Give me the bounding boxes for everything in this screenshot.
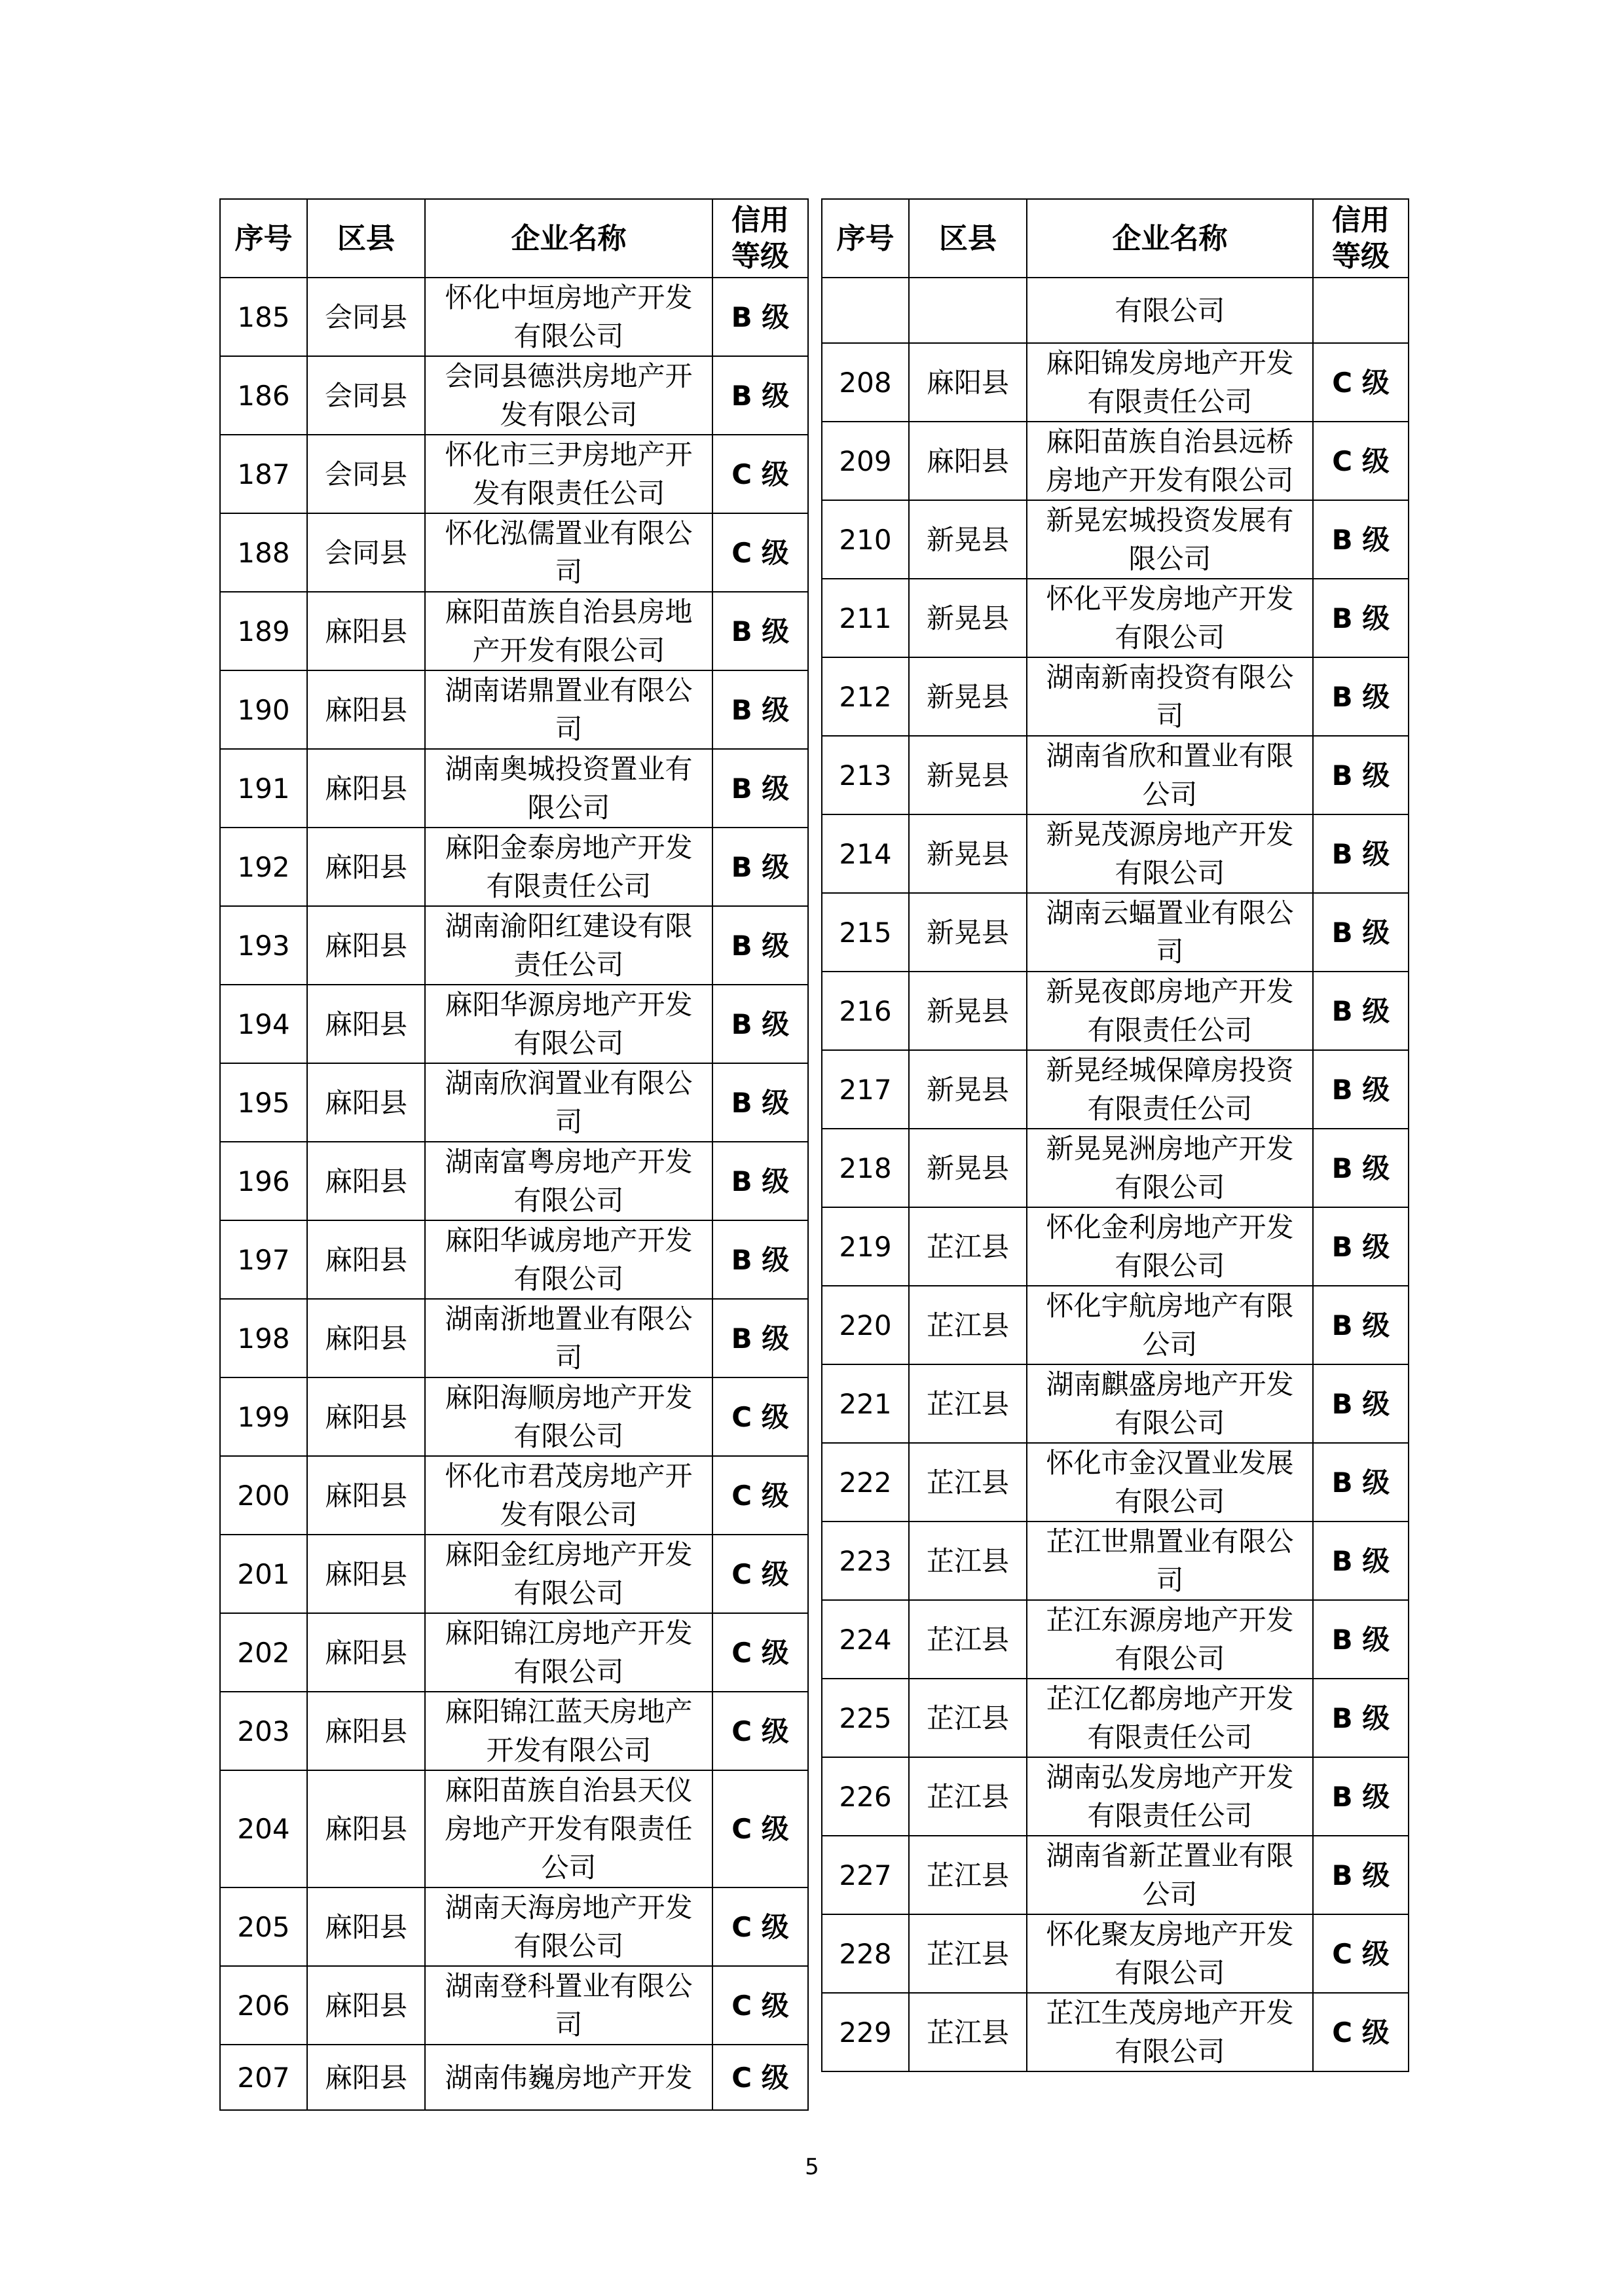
table-row [220, 356, 808, 435]
cell-district: 芷江县 [909, 1522, 1027, 1600]
header-grade: 信用等级 [712, 199, 808, 278]
cell-company: 会同县德洪房地产开发有限公司 [425, 356, 712, 435]
cell-company: 芷江世鼎置业有限公司 [1027, 1522, 1313, 1600]
cell-district: 芷江县 [909, 1286, 1027, 1364]
cell-grade: B 级 [712, 670, 808, 749]
cell-seq: 191 [220, 749, 307, 828]
cell-company: 麻阳锦发房地产开发有限责任公司 [1027, 343, 1313, 422]
cell-grade: B 级 [712, 592, 808, 670]
cell-district: 芷江县 [909, 1836, 1027, 1914]
cell-seq: 185 [220, 278, 307, 356]
table-row [220, 1966, 808, 2045]
header-district: 区县 [307, 199, 425, 278]
credit-table-left [219, 198, 809, 2111]
table-row [220, 1220, 808, 1299]
cell-seq: 202 [220, 1613, 307, 1692]
table-row [220, 435, 808, 513]
cell-company: 新晃晃洲房地产开发有限公司 [1027, 1129, 1313, 1207]
table-row [822, 1757, 1409, 1836]
cell-district: 麻阳县 [307, 1299, 425, 1377]
cell-company: 怀化泓儒置业有限公司 [425, 513, 712, 592]
table-row [822, 1914, 1409, 1993]
table-row [822, 1993, 1409, 2071]
cell-grade: C 级 [712, 1966, 808, 2045]
cell-district: 芷江县 [909, 1443, 1027, 1522]
cell-seq: 201 [220, 1535, 307, 1613]
cell-grade: B 级 [712, 1220, 808, 1299]
cell-grade: C 级 [1313, 343, 1409, 422]
cell-seq: 229 [822, 1993, 909, 2071]
cell-seq: 192 [220, 828, 307, 906]
cell-company: 湖南弘发房地产开发有限责任公司 [1027, 1757, 1313, 1836]
cell-seq: 193 [220, 906, 307, 985]
table-row [822, 1050, 1409, 1129]
cell-seq: 215 [822, 893, 909, 972]
cell-company: 湖南浙地置业有限公司 [425, 1299, 712, 1377]
cell-grade: B 级 [1313, 972, 1409, 1050]
cell-district: 新晃县 [909, 579, 1027, 657]
cell-grade: B 级 [1313, 1286, 1409, 1364]
table-row [220, 1063, 808, 1142]
header-seq: 序号 [220, 199, 307, 278]
table-row [220, 592, 808, 670]
cell-district: 会同县 [307, 356, 425, 435]
cell-grade: B 级 [1313, 1679, 1409, 1757]
cell-company: 湖南欣润置业有限公司 [425, 1063, 712, 1142]
cell-seq: 205 [220, 1887, 307, 1966]
cell-grade: B 级 [1313, 657, 1409, 736]
cell-company: 芷江东源房地产开发有限公司 [1027, 1600, 1313, 1679]
table-row [220, 1887, 808, 1966]
cell-seq: 198 [220, 1299, 307, 1377]
cell-company: 湖南新南投资有限公司 [1027, 657, 1313, 736]
cell-seq: 225 [822, 1679, 909, 1757]
cell-district: 新晃县 [909, 972, 1027, 1050]
cell-seq: 227 [822, 1836, 909, 1914]
cell-seq: 224 [822, 1600, 909, 1679]
cell-company: 麻阳锦江蓝天房地产开发有限公司 [425, 1692, 712, 1770]
table-row [822, 893, 1409, 972]
cell-company: 湖南诺鼎置业有限公司 [425, 670, 712, 749]
cell-district: 麻阳县 [307, 1613, 425, 1692]
cell-company: 湖南省新芷置业有限公司 [1027, 1836, 1313, 1914]
table-row [822, 1286, 1409, 1364]
cell-seq: 199 [220, 1377, 307, 1456]
cell-seq: 187 [220, 435, 307, 513]
cell-company: 湖南奥城投资置业有限公司 [425, 749, 712, 828]
cell-seq: 210 [822, 500, 909, 579]
cell-grade: B 级 [1313, 893, 1409, 972]
cell-district: 新晃县 [909, 657, 1027, 736]
cell-grade: C 级 [712, 1377, 808, 1456]
cell-district: 麻阳县 [307, 2045, 425, 2110]
cell-district: 麻阳县 [307, 1142, 425, 1220]
cell-company: 麻阳华源房地产开发有限公司 [425, 985, 712, 1063]
cell-company: 芷江生茂房地产开发有限公司 [1027, 1993, 1313, 2071]
cell-company: 湖南渝阳红建设有限责任公司 [425, 906, 712, 985]
table-row [220, 1692, 808, 1770]
header-grade: 信用等级 [1313, 199, 1409, 278]
table-row [220, 1770, 808, 1887]
cell-district: 新晃县 [909, 893, 1027, 972]
cell-district: 会同县 [307, 513, 425, 592]
cell-seq: 222 [822, 1443, 909, 1522]
cell-district: 芷江县 [909, 1207, 1027, 1286]
cell-company: 怀化金利房地产开发有限公司 [1027, 1207, 1313, 1286]
cell-grade: B 级 [712, 356, 808, 435]
table-header-row [220, 199, 808, 278]
cell-grade: C 级 [712, 1613, 808, 1692]
header-company: 企业名称 [425, 199, 712, 278]
cell-district: 新晃县 [909, 1129, 1027, 1207]
cell-grade: B 级 [712, 278, 808, 356]
table-row [220, 513, 808, 592]
cell-company: 麻阳金红房地产开发有限公司 [425, 1535, 712, 1613]
table-row [220, 1456, 808, 1535]
cell-seq: 189 [220, 592, 307, 670]
table-row [822, 343, 1409, 422]
cell-seq: 209 [822, 422, 909, 500]
table-row [822, 278, 1409, 343]
table-row [220, 278, 808, 356]
cell-district: 麻阳县 [307, 906, 425, 985]
cell-company: 湖南伟巍房地产开发 [425, 2045, 712, 2110]
table-row [822, 972, 1409, 1050]
cell-grade: B 级 [1313, 579, 1409, 657]
table-row [822, 1522, 1409, 1600]
table-row [220, 1535, 808, 1613]
cell-grade: B 级 [1313, 1050, 1409, 1129]
header-seq: 序号 [822, 199, 909, 278]
table-row [220, 1299, 808, 1377]
cell-grade: B 级 [712, 1142, 808, 1220]
cell-grade: B 级 [1313, 1443, 1409, 1522]
cell-company: 湖南云蝠置业有限公司 [1027, 893, 1313, 972]
cell-seq: 219 [822, 1207, 909, 1286]
cell-grade: B 级 [712, 906, 808, 985]
cell-district: 芷江县 [909, 1993, 1027, 2071]
cell-company: 怀化中垣房地产开发有限公司 [425, 278, 712, 356]
cell-company: 新晃宏城投资发展有限公司 [1027, 500, 1313, 579]
cell-company: 怀化市三尹房地产开发有限责任公司 [425, 435, 712, 513]
cell-company: 怀化聚友房地产开发有限公司 [1027, 1914, 1313, 1993]
table-row [822, 1836, 1409, 1914]
cell-grade: B 级 [1313, 500, 1409, 579]
cell-grade: C 级 [1313, 1914, 1409, 1993]
table-row [822, 1129, 1409, 1207]
table-row [822, 1364, 1409, 1443]
cell-seq: 206 [220, 1966, 307, 2045]
cell-district: 麻阳县 [307, 1377, 425, 1456]
cell-district: 麻阳县 [307, 1966, 425, 2045]
cell-district: 芷江县 [909, 1679, 1027, 1757]
table-row [220, 906, 808, 985]
cell-company: 湖南登科置业有限公司 [425, 1966, 712, 2045]
cell-seq: 195 [220, 1063, 307, 1142]
cell-seq: 203 [220, 1692, 307, 1770]
table-row [822, 500, 1409, 579]
cell-seq: 196 [220, 1142, 307, 1220]
cell-grade: B 级 [1313, 1129, 1409, 1207]
cell-district: 新晃县 [909, 500, 1027, 579]
cell-company: 麻阳金泰房地产开发有限责任公司 [425, 828, 712, 906]
cell-seq: 204 [220, 1770, 307, 1887]
cell-company: 怀化宇航房地产有限公司 [1027, 1286, 1313, 1364]
cell-company: 新晃经城保障房投资有限责任公司 [1027, 1050, 1313, 1129]
cell-grade: C 级 [1313, 422, 1409, 500]
cell-seq: 186 [220, 356, 307, 435]
cell-district: 麻阳县 [307, 670, 425, 749]
cell-grade: B 级 [712, 1063, 808, 1142]
table-row [220, 1377, 808, 1456]
cell-company: 麻阳苗族自治县房地产开发有限公司 [425, 592, 712, 670]
cell-district: 会同县 [307, 278, 425, 356]
cell-company: 麻阳苗族自治县天仪房地产开发有限责任公司 [425, 1770, 712, 1887]
cell-seq: 208 [822, 343, 909, 422]
cell-grade: B 级 [712, 749, 808, 828]
cell-district: 麻阳县 [307, 1770, 425, 1887]
cell-grade: C 级 [712, 1887, 808, 1966]
table-row [220, 1613, 808, 1692]
cell-grade: B 级 [712, 1299, 808, 1377]
cell-grade: B 级 [712, 828, 808, 906]
cell-company: 怀化市金汉置业发展有限公司 [1027, 1443, 1313, 1522]
cell-seq: 212 [822, 657, 909, 736]
cell-district: 麻阳县 [307, 1535, 425, 1613]
table-row [220, 670, 808, 749]
cell-company: 怀化平发房地产开发有限公司 [1027, 579, 1313, 657]
cell-district: 芷江县 [909, 1364, 1027, 1443]
cell-seq: 211 [822, 579, 909, 657]
cell-district: 麻阳县 [307, 749, 425, 828]
cell-seq [822, 278, 909, 343]
cell-company: 麻阳海顺房地产开发有限公司 [425, 1377, 712, 1456]
cell-seq: 200 [220, 1456, 307, 1535]
cell-seq: 207 [220, 2045, 307, 2110]
cell-grade: C 级 [712, 1535, 808, 1613]
table-row [822, 814, 1409, 893]
cell-district: 麻阳县 [307, 828, 425, 906]
table-row [822, 1207, 1409, 1286]
cell-district: 麻阳县 [307, 985, 425, 1063]
cell-company: 新晃夜郎房地产开发有限责任公司 [1027, 972, 1313, 1050]
cell-grade: B 级 [1313, 1600, 1409, 1679]
cell-grade: C 级 [712, 1770, 808, 1887]
cell-district: 麻阳县 [307, 1063, 425, 1142]
cell-company: 麻阳华诚房地产开发有限公司 [425, 1220, 712, 1299]
header-district: 区县 [909, 199, 1027, 278]
cell-seq: 217 [822, 1050, 909, 1129]
cell-grade: C 级 [1313, 1993, 1409, 2071]
table-row [220, 2045, 808, 2110]
cell-grade: B 级 [1313, 736, 1409, 814]
cell-company: 怀化市君茂房地产开发有限公司 [425, 1456, 712, 1535]
cell-grade: B 级 [1313, 814, 1409, 893]
cell-district: 麻阳县 [307, 1887, 425, 1966]
table-row [822, 1679, 1409, 1757]
cell-district [909, 278, 1027, 343]
table-row [822, 736, 1409, 814]
table-row [822, 1600, 1409, 1679]
cell-seq: 226 [822, 1757, 909, 1836]
table-header-row [822, 199, 1409, 278]
cell-district: 麻阳县 [307, 1692, 425, 1770]
table-row [822, 579, 1409, 657]
page-number: 5 [805, 2154, 819, 2180]
cell-district: 会同县 [307, 435, 425, 513]
header-company: 企业名称 [1027, 199, 1313, 278]
cell-district: 新晃县 [909, 736, 1027, 814]
cell-company: 芷江亿都房地产开发有限责任公司 [1027, 1679, 1313, 1757]
cell-grade: C 级 [712, 2045, 808, 2110]
cell-grade: B 级 [712, 985, 808, 1063]
table-row [220, 1142, 808, 1220]
cell-district: 芷江县 [909, 1600, 1027, 1679]
cell-seq: 214 [822, 814, 909, 893]
cell-seq: 190 [220, 670, 307, 749]
cell-grade: B 级 [1313, 1522, 1409, 1600]
cell-seq: 220 [822, 1286, 909, 1364]
cell-company: 湖南省欣和置业有限公司 [1027, 736, 1313, 814]
cell-company: 麻阳锦江房地产开发有限公司 [425, 1613, 712, 1692]
cell-district: 新晃县 [909, 814, 1027, 893]
cell-company: 有限公司 [1027, 278, 1313, 343]
table-row [220, 749, 808, 828]
cell-district: 麻阳县 [307, 1456, 425, 1535]
cell-district: 芷江县 [909, 1914, 1027, 1993]
cell-district: 芷江县 [909, 1757, 1027, 1836]
cell-grade: C 级 [712, 1456, 808, 1535]
table-row [822, 657, 1409, 736]
cell-district: 麻阳县 [307, 592, 425, 670]
cell-seq: 194 [220, 985, 307, 1063]
cell-grade [1313, 278, 1409, 343]
table-row [220, 828, 808, 906]
cell-seq: 228 [822, 1914, 909, 1993]
cell-company: 湖南富粤房地产开发有限公司 [425, 1142, 712, 1220]
cell-company: 麻阳苗族自治县远桥房地产开发有限公司 [1027, 422, 1313, 500]
cell-seq: 197 [220, 1220, 307, 1299]
cell-grade: B 级 [1313, 1757, 1409, 1836]
cell-district: 麻阳县 [909, 343, 1027, 422]
cell-company: 湖南天海房地产开发有限公司 [425, 1887, 712, 1966]
cell-company: 湖南麒盛房地产开发有限公司 [1027, 1364, 1313, 1443]
cell-grade: B 级 [1313, 1836, 1409, 1914]
cell-grade: B 级 [1313, 1364, 1409, 1443]
table-row [822, 1443, 1409, 1522]
cell-company: 新晃茂源房地产开发有限公司 [1027, 814, 1313, 893]
cell-grade: C 级 [712, 513, 808, 592]
cell-district: 新晃县 [909, 1050, 1027, 1129]
cell-grade: B 级 [1313, 1207, 1409, 1286]
cell-seq: 218 [822, 1129, 909, 1207]
cell-district: 麻阳县 [307, 1220, 425, 1299]
cell-district: 麻阳县 [909, 422, 1027, 500]
credit-table-right [821, 198, 1409, 2072]
cell-seq: 213 [822, 736, 909, 814]
cell-grade: C 级 [712, 435, 808, 513]
cell-grade: C 级 [712, 1692, 808, 1770]
cell-seq: 188 [220, 513, 307, 592]
cell-seq: 221 [822, 1364, 909, 1443]
table-row [822, 422, 1409, 500]
table-row [220, 985, 808, 1063]
cell-seq: 216 [822, 972, 909, 1050]
cell-seq: 223 [822, 1522, 909, 1600]
